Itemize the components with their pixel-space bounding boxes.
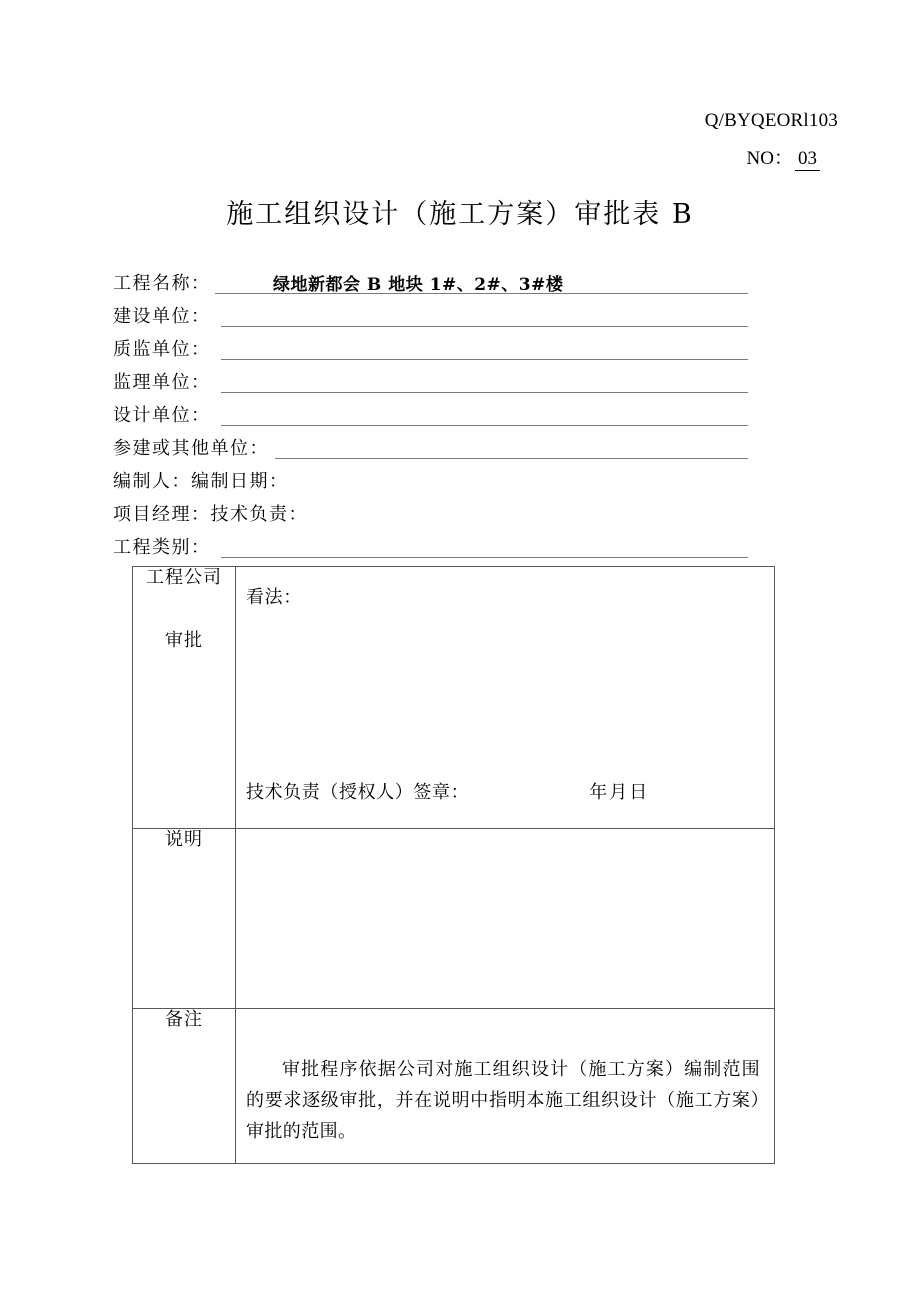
form-row-quality-supervision-unit xyxy=(113,333,813,366)
form-label-project-category: 工程类别： xyxy=(113,537,211,558)
table-row-note xyxy=(133,829,775,1009)
form-row-supervision-unit xyxy=(113,366,813,399)
form-label-project-name: 工程名称： xyxy=(113,273,211,294)
form-rule-quality-supervision-unit xyxy=(221,359,748,360)
table-cell-label-company-approval xyxy=(133,567,236,829)
opinion-label: 看法： xyxy=(246,587,302,608)
form-row-project-category xyxy=(113,531,813,564)
form-fields xyxy=(113,267,813,564)
document-code: Q/BYQEORl103 xyxy=(704,110,838,131)
note-body xyxy=(236,829,774,1008)
form-label-supervision-unit: 监理单位： xyxy=(113,372,211,393)
signature-line xyxy=(246,778,649,804)
approval-table xyxy=(132,566,775,1164)
form-rule-design-unit xyxy=(221,425,748,426)
form-row-manager-technical-lead xyxy=(113,498,813,531)
form-row-participating-unit xyxy=(113,432,813,465)
company-approval-body xyxy=(236,567,774,828)
form-label-participating-unit: 参建或其他单位： xyxy=(113,438,269,459)
form-rule-participating-unit xyxy=(275,458,748,459)
table-cell-body-note xyxy=(236,829,775,1009)
remark-body xyxy=(236,1009,774,1163)
form-row-project-name xyxy=(113,267,813,300)
table-cell-label-note xyxy=(133,829,236,1009)
document-number-label: NO： xyxy=(746,148,793,169)
document-number-line xyxy=(0,143,820,170)
remark-paragraph: 审批程序依据公司对施工组织设计（施工方案）编制范围的要求逐级审批，并在说明中指明本施工组织设计（施工方案）审批的范围。 xyxy=(246,1059,760,1142)
table-cell-label-remark xyxy=(133,1009,236,1164)
label-company-approval-line2: 审批 xyxy=(165,629,203,651)
form-label-author-date: 编制人：编制日期： xyxy=(113,471,289,492)
label-note: 说明 xyxy=(165,829,203,850)
form-row-construction-unit xyxy=(113,300,813,333)
signature-date: 年月日 xyxy=(589,782,650,803)
table-cell-body-company-approval xyxy=(236,567,775,829)
form-value-project-name: 绿地新都会 B 地块 1#、2#、3#楼 xyxy=(273,275,564,295)
table-cell-body-remark xyxy=(236,1009,775,1164)
table-row-company-approval xyxy=(133,567,775,829)
label-remark: 备注 xyxy=(165,1009,203,1030)
form-rule-supervision-unit xyxy=(221,392,748,393)
form-label-design-unit: 设计单位： xyxy=(113,405,211,426)
form-row-author-date xyxy=(113,465,813,498)
table-row-remark xyxy=(133,1009,775,1164)
signature-label: 技术负责（授权人）签章： xyxy=(246,782,470,803)
form-row-design-unit xyxy=(113,399,813,432)
label-company-approval-line1: 工程公司 xyxy=(146,567,222,588)
page-title: 施工组织设计（施工方案）审批表 B xyxy=(226,199,694,230)
form-label-manager-technical-lead: 项目经理：技术负责： xyxy=(113,504,308,525)
form-rule-project-category xyxy=(221,557,748,558)
form-rule-construction-unit xyxy=(221,326,748,327)
document-number-value: 03 xyxy=(795,148,820,171)
form-label-quality-supervision-unit: 质监单位： xyxy=(113,339,211,360)
form-label-construction-unit: 建设单位： xyxy=(113,306,211,327)
